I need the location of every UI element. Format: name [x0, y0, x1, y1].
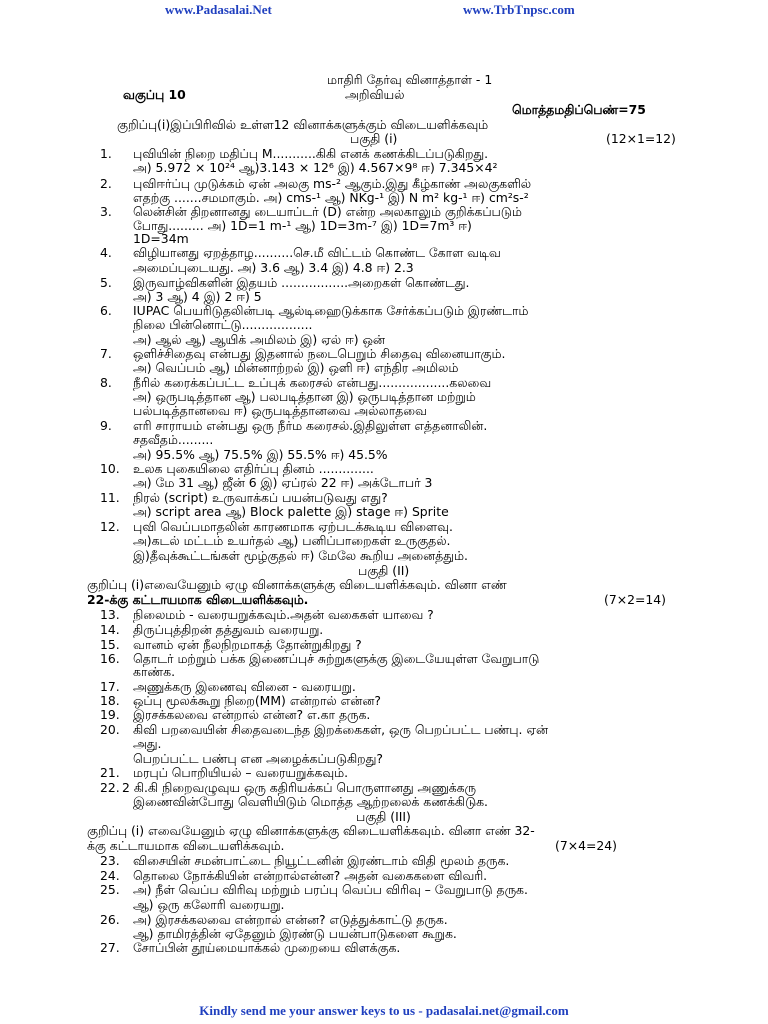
section3-title: பகுதி (III): [356, 809, 411, 824]
q6-number: 6.: [100, 303, 112, 318]
q11-text: நிரல் (script) உருவாக்கப் பயன்படுவது எது?: [133, 490, 388, 505]
section3-marks: (7×4=24): [555, 838, 617, 853]
q4-text-line2: அமைப்புடையது. அ) 3.6 ஆ) 3.4 இ) 4.8 ஈ) 2.3: [133, 260, 414, 275]
q2-text-line2: எதற்கு .......சமமாகும். அ) cms-¹ ஆ) NKg-¹ இ) N m² kg-¹ ஈ) cm²s-²: [133, 190, 529, 205]
q18-text: ஒப்பு மூலக்கூறு நிறை(MM) என்றால் என்ன?: [133, 693, 381, 708]
q8-number: 8.: [100, 375, 112, 390]
q5-text: இருவாழ்விகளின் இதயம் .................அறைகள் கொண்டது.: [133, 275, 470, 290]
q21-number: 21.: [100, 765, 120, 780]
q17-text: அணுக்கரு இணைவு வினை - வரையறு.: [133, 679, 356, 694]
subject-label: அறிவியல்: [345, 87, 405, 102]
q15-number: 15.: [100, 637, 120, 652]
q9-options: அ) 95.5% ஆ) 75.5% இ) 55.5% ஈ) 45.5%: [133, 447, 388, 462]
q6-text-line2: நிலை பின்னொட்டு..................: [133, 317, 313, 332]
q10-options: அ) மே 31 ஆ) ஜீன் 6 இ) ஏப்ரல் 22 ஈ) அக்டோபர் 3: [133, 475, 433, 490]
q26-number: 26.: [100, 912, 120, 927]
q3-number: 3.: [100, 204, 112, 219]
q10-number: 10.: [100, 461, 120, 476]
q22-number: 22.: [100, 780, 120, 795]
q27-text: சோப்பின் தூய்மையாக்கல் முறையை விளக்குக.: [133, 940, 401, 955]
q2-text: புவிஈர்ப்பு முடுக்கம் ஏன் அலகு ms-² ஆகும்.இது கீழ்காண் அலகுகளில்: [133, 176, 532, 191]
q7-number: 7.: [100, 346, 112, 361]
q23-number: 23.: [100, 853, 120, 868]
q3-text: லென்சின் திறனானது டையாப்டர் (D) என்ற அலகாலும் குறிக்கப்படும்: [133, 204, 522, 219]
section2-title: பகுதி (II): [358, 563, 410, 578]
q20-text: கிவி பறவையின் சிதைவடைந்த இறக்கைகள், ஒரு பெறப்பட்ட பண்பு. ஏன்: [133, 722, 548, 737]
q11-number: 11.: [100, 490, 120, 505]
q9-number: 9.: [100, 418, 112, 433]
q25-text: அ) நீள் வெப்ப விரிவு மற்றும் பரப்பு வெப்ப விரிவு – வேறுபாடு தருக.: [133, 882, 528, 897]
header-left-site: www.Padasalai.Net: [165, 2, 272, 17]
q8-text-line3: பல்படித்தானவை ஈ) ஒருபடித்தானவை அல்லாதவை: [133, 403, 427, 418]
q8-text-line2: அ) ஒருபடித்தான ஆ) பலபடித்தான இ) ஒருபடித்தான மற்றும்: [133, 389, 476, 404]
q4-text: விழியானது ஏறத்தாழ..........செ.மீ விட்டம் கொண்ட கோள வடிவ: [133, 245, 501, 260]
q18-number: 18.: [100, 693, 120, 708]
q26-text-line2: ஆ) தாமிரத்தின் ஏதேனும் இரண்டு பயன்பாடுகளை கூறுக.: [133, 926, 457, 941]
q11-options: அ) script area ஆ) Block palette இ) stage ஈ) Sprite: [133, 504, 449, 519]
q1-options: அ) 5.972 × 10²⁴ ஆ)3.143 × 12⁶ இ) 4.567×9⁸ ஈ) 7.345×4²: [133, 160, 498, 175]
q19-text: இரசக்கலவை என்றால் என்ன? எ.கா தருக.: [133, 707, 371, 722]
footer-note: Kindly send me your answer keys to us - padasalai.net@gmail.com: [199, 1003, 569, 1018]
q17-number: 17.: [100, 679, 120, 694]
q22-text-line2: இணைவின்போது வெளியிடும் மொத்த ஆற்றலைக் கணக்கிடுக.: [133, 794, 488, 809]
q6-options: அ) ஆல் ஆ) ஆயிக் அமிலம் இ) ஏல் ஈ) ஒன்: [133, 332, 385, 347]
section1-instruction: குறிப்பு(i)இப்பிரிவில் உள்ள12 வினாக்களுக்கும் விடையளிக்கவும்: [117, 117, 489, 132]
q20-text-line3: பெறப்பட்ட பண்பு என அழைக்கப்படுகிறது?: [133, 751, 383, 766]
q14-text: திருப்புத்திறன் தத்துவம் வரையறு.: [133, 622, 324, 637]
q24-text: தொலை நோக்கியின் என்றால்என்ன? அதன் வகைகளை விவரி.: [133, 868, 488, 883]
class-label: வகுப்பு 10: [123, 87, 186, 102]
header-right-site: www.TrbTnpsc.com: [463, 2, 575, 17]
q4-number: 4.: [100, 245, 112, 260]
q16-text-line2: காண்க.: [133, 664, 176, 679]
q23-text: விசையின் சமன்பாட்டை நியூட்டனின் இரண்டாம் விதி மூலம் தருக.: [133, 853, 510, 868]
q22-text: 2 கி.கி நிறைவழுவுய ஒரு கதிரியக்கப் பொருளானது அணுக்கரு: [122, 780, 477, 795]
section3-instruction-line2: க்கு கட்டாயமாக விடையளிக்கவும்.: [87, 838, 285, 853]
q27-number: 27.: [100, 940, 120, 955]
paper-title: மாதிரி தேர்வு வினாத்தாள் - 1: [327, 72, 493, 87]
q14-number: 14.: [100, 622, 120, 637]
q12-text: புவி வெப்பமாதலின் காரணமாக ஏற்படக்கூடிய விளைவு.: [133, 519, 453, 534]
q7-text: ஒளிச்சிதைவு என்பது இதனால் நடைபெறும் சிதைவு வினையாகும்.: [133, 346, 506, 361]
section2-instruction: குறிப்பு (i)எவையேனும் ஏழு வினாக்களுக்கு விடையளிக்கவும். வினா எண்: [87, 577, 507, 592]
q12-text-line2: அ)கடல் மட்டம் உயர்தல் ஆ) பனிப்பாறைகள் உருகுதல்.: [133, 533, 451, 548]
q19-number: 19.: [100, 707, 120, 722]
q6-text: IUPAC பெயரிடுதலின்படி ஆல்டிஹைடுக்காக சேர்க்கப்படும் இரண்டாம்: [133, 303, 529, 318]
q16-text: தொடர் மற்றும் பக்க இணைப்புச் சுற்றுகளுக்கு இடையேயுள்ள வேறுபாடு: [133, 651, 540, 666]
q10-text: உலக புகையிலை எதிர்ப்பு தினம் ..............: [133, 461, 374, 476]
q12-text-line3: இ)தீவுக்கூட்டங்கள் மூழ்குதல் ஈ) மேலே கூறிய அனைத்தும்.: [133, 548, 468, 563]
q21-text: மரபுப் பொறியியல் – வரையறுக்கவும்.: [133, 765, 349, 780]
q5-options: அ) 3 ஆ) 4 இ) 2 ஈ) 5: [133, 289, 262, 304]
q20-number: 20.: [100, 722, 120, 737]
q13-text: நிலைமம் - வரையறுக்கவும்.அதன் வகைகள் யாவை ?: [133, 607, 434, 622]
q7-options: அ) வெப்பம் ஆ) மின்னாற்றல் இ) ஒளி ஈ) எந்திர அமிலம்: [133, 360, 459, 375]
total-marks: மொத்தமதிப்பெண்=75: [512, 102, 646, 117]
q9-text: எரி சாராயம் என்பது ஒரு நீர்ம கரைசல்.இதிலுள்ள எத்தனாலின்.: [133, 418, 488, 433]
q25-number: 25.: [100, 882, 120, 897]
section2-instruction-line2: 22-க்கு கட்டாயமாக விடையளிக்கவும்.: [87, 592, 309, 607]
q1-text: புவியின் நிறை மதிப்பு M...........கிகி எனக் கணக்கிடப்படுகிறது.: [133, 146, 489, 161]
q9-text-line2: சதவீதம்.........: [133, 432, 214, 447]
q20-text-line2: அது.: [133, 736, 162, 751]
q24-number: 24.: [100, 868, 120, 883]
section3-instruction: குறிப்பு (i) எவையேனும் ஏழு வினாக்களுக்கு விடையளிக்கவும். வினா எண் 32-: [87, 823, 535, 838]
q13-number: 13.: [100, 607, 120, 622]
q15-text: வானம் ஏன் நீலநிறமாகத் தோன்றுகிறது ?: [133, 637, 362, 652]
q1-number: 1.: [100, 146, 112, 161]
q5-number: 5.: [100, 275, 112, 290]
q2-number: 2.: [100, 176, 112, 191]
q3-text-line3: 1D=34m: [133, 231, 189, 246]
q8-text: நீரில் கரைக்கப்பட்ட உப்புக் கரைசல் என்பது..................கலவை: [133, 375, 492, 390]
q26-text: அ) இரசக்கலவை என்றால் என்ன? எடுத்துக்காட்டு தருக.: [133, 912, 448, 927]
q16-number: 16.: [100, 651, 120, 666]
q3-text-line2: போது......... அ) 1D=1 m-¹ ஆ) 1D=3m-⁷ இ) 1D=7m³ ஈ): [133, 218, 472, 233]
q25-text-line2: ஆ) ஒரு கலோரி வரையறு.: [133, 897, 285, 912]
q12-number: 12.: [100, 519, 120, 534]
section1-marks: (12×1=12): [606, 131, 676, 146]
section2-marks: (7×2=14): [604, 592, 666, 607]
section1-title: பகுதி (i): [350, 131, 398, 146]
